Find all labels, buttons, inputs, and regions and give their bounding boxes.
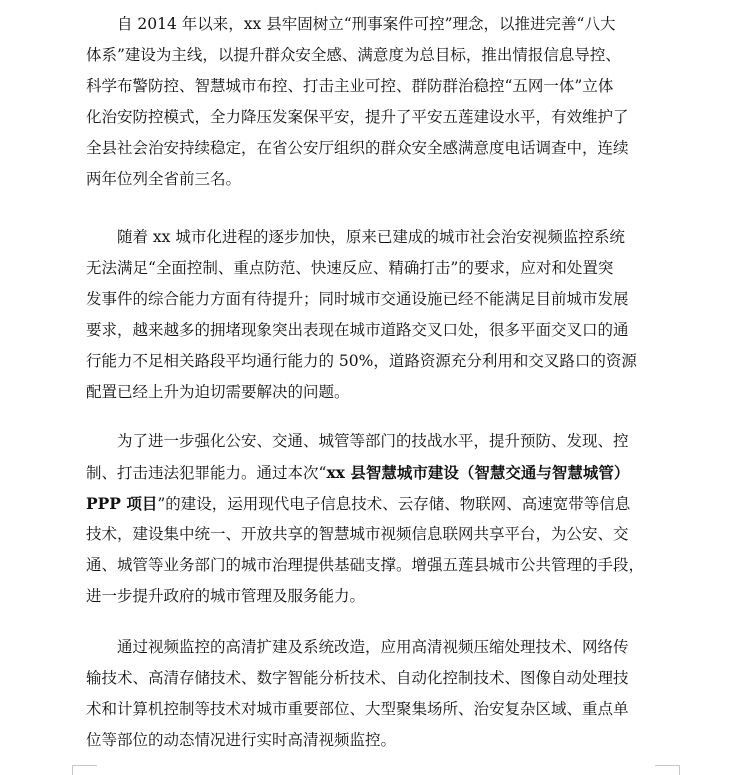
paragraph-line: 通过视频监控的高清扩建及系统改造，应用高清视频压缩处理技术、网络传 [86,638,629,656]
paragraph-2 [86,222,666,408]
project-name-bold: xx 县智慧城市建设（智慧交通与智慧城管） [326,463,630,482]
paragraph-line: 科学布警防控、智慧城市布控、打击主业可控、群防群治稳控“五网一体”立体 [86,77,614,95]
paragraph-3 [86,426,666,612]
paragraph-line: 两年位列全省前三名。 [86,170,242,188]
paragraph-line: 体系”建设为主线，以提升群众安全感、满意度为总目标，推出情报信息导控、 [86,46,621,64]
paragraph-4 [86,632,666,756]
paragraph-line: 要求，越来越多的拥堵现象突出表现在城市道路交叉口处，很多平面交叉口的通 [86,321,629,339]
paragraph-line: 进一步提升政府的城市管理及服务能力。 [86,587,366,605]
paragraph-line: 术和计算机控制等技术对城市重要部位、大型聚集场所、治安复杂区域、重点单 [86,700,629,718]
paragraph-line: 发事件的综合能力方面有待提升；同时城市交通设施已经不能满足目前城市发展 [86,290,629,308]
paragraph-line: 配置已经上升为迫切需要解决的问题。 [86,383,350,401]
paragraph-line: 技术，建设集中统一、开放共享的智慧城市视频信息联网共享平台，为公安、交 [86,525,629,543]
paragraph-line: 为了进一步强化公安、交通、城管等部门的技战水平，提升预防、发现、控 [86,432,629,450]
paragraph-line: 输技术、高清存储技术、数字智能分析技术、自动化控制技术、图像自动处理技 [86,669,629,687]
paragraph-line: 无法满足“全面控制、重点防范、快速反应、精确打击”的要求，应对和处置突 [86,259,614,277]
line-text: 制、打击违法犯罪能力。通过本次“ [86,464,327,482]
paragraph-line: 自 2014 年以来，xx 县牢固树立“刑事案件可控”理念，以推进完善“八大 [86,15,616,33]
paragraph-line: 全县社会治安持续稳定，在省公安厅组织的群众安全感满意度电话调查中，连续 [86,139,629,157]
paragraph-line: 通、城管等业务部门的城市治理提供基础支撑。增强五莲县城市公共管理的手段， [86,556,645,574]
paragraph-line: 化治安防控模式，全力降压发案保平安，提升了平安五莲建设水平，有效维护了 [86,108,629,126]
project-name-bold: PPP 项目 [86,494,158,513]
paragraph-line: 位等部位的动态情况进行实时高清视频监控。 [86,731,397,749]
paragraph-line [86,488,666,519]
paragraph-1 [86,9,666,195]
paragraph-line [86,457,666,488]
paragraph-line: 随着 xx 城市化进程的逐步加快，原来已建成的城市社会治安视频监控系统 [86,228,625,246]
paragraph-line: 行能力不足相关路段平均通行能力的 50%，道路资源充分利用和交叉路口的资源 [86,352,637,370]
line-text: ”的建设，运用现代电子信息技术、云存储、物联网、高速宽带等信息 [157,495,631,513]
